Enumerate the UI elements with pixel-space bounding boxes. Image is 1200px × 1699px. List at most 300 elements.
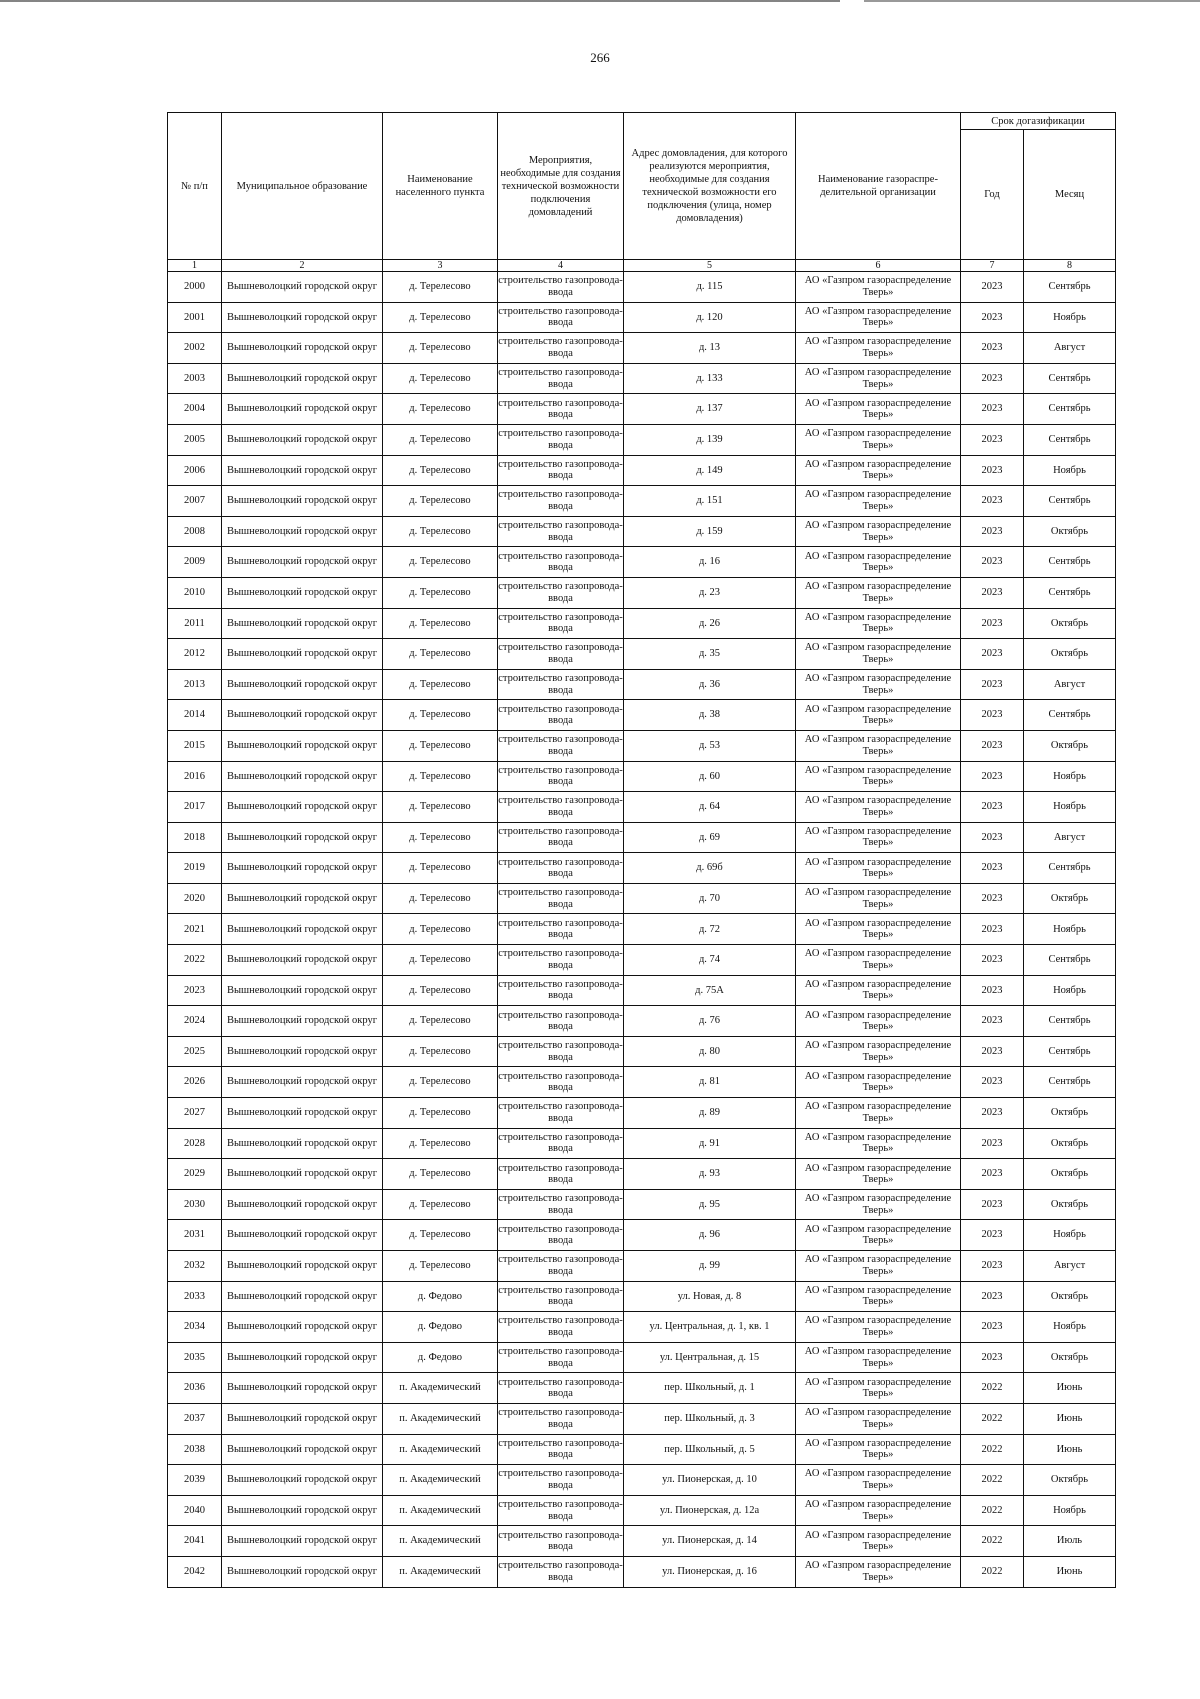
row-number: 2011 (168, 608, 222, 639)
municipality-cell: Вышневолоцкий городской округ (222, 1098, 383, 1129)
row-number: 2021 (168, 914, 222, 945)
gas-org-cell: АО «Газпром газораспределение Тверь» (796, 1495, 961, 1526)
address-cell: ул. Центральная, д. 1, кв. 1 (624, 1312, 796, 1343)
table-row (168, 486, 1116, 517)
year-cell: 2023 (961, 914, 1024, 945)
municipality-cell: Вышневолоцкий городской округ (222, 761, 383, 792)
year-cell: 2023 (961, 761, 1024, 792)
row-number: 2004 (168, 394, 222, 425)
month-cell: Октябрь (1024, 1159, 1116, 1190)
row-number: 2009 (168, 547, 222, 578)
month-cell: Сентябрь (1024, 1036, 1116, 1067)
municipality-cell: Вышневолоцкий городской округ (222, 639, 383, 670)
table-row (168, 1098, 1116, 1129)
month-cell: Сентябрь (1024, 945, 1116, 976)
settlement-cell: д. Терелесово (383, 577, 498, 608)
month-cell: Ноябрь (1024, 302, 1116, 333)
header-col-7: Год (961, 130, 1024, 260)
year-cell: 2023 (961, 363, 1024, 394)
municipality-cell: Вышневолоцкий городской округ (222, 700, 383, 731)
year-cell: 2023 (961, 1006, 1024, 1037)
municipality-cell: Вышневолоцкий городской округ (222, 608, 383, 639)
address-cell: д. 115 (624, 272, 796, 303)
settlement-cell: д. Терелесово (383, 822, 498, 853)
header-colnum-4: 4 (498, 260, 624, 272)
gas-org-cell: АО «Газпром газораспределение Тверь» (796, 883, 961, 914)
row-number: 2042 (168, 1556, 222, 1587)
municipality-cell: Вышневолоцкий городской округ (222, 1220, 383, 1251)
gas-org-cell: АО «Газпром газораспределение Тверь» (796, 792, 961, 823)
address-cell: д. 69 (624, 822, 796, 853)
address-cell: д. 80 (624, 1036, 796, 1067)
row-number: 2030 (168, 1189, 222, 1220)
gas-org-cell: АО «Газпром газораспределение Тверь» (796, 1526, 961, 1557)
year-cell: 2022 (961, 1556, 1024, 1587)
address-cell: д. 23 (624, 577, 796, 608)
municipality-cell: Вышневолоцкий городской округ (222, 1403, 383, 1434)
municipality-cell: Вышневолоцкий городской округ (222, 1006, 383, 1037)
address-cell: д. 76 (624, 1006, 796, 1037)
table-row (168, 1495, 1116, 1526)
measure-cell: строительство газопровода-ввода (498, 669, 624, 700)
address-cell: д. 120 (624, 302, 796, 333)
year-cell: 2023 (961, 1342, 1024, 1373)
row-number: 2023 (168, 975, 222, 1006)
table-row (168, 669, 1116, 700)
municipality-cell: Вышневолоцкий городской округ (222, 516, 383, 547)
year-cell: 2023 (961, 1159, 1024, 1190)
row-number: 2014 (168, 700, 222, 731)
month-cell: Ноябрь (1024, 1312, 1116, 1343)
measure-cell: строительство газопровода-ввода (498, 761, 624, 792)
year-cell: 2022 (961, 1526, 1024, 1557)
table-row (168, 272, 1116, 303)
gas-org-cell: АО «Газпром газораспределение Тверь» (796, 914, 961, 945)
measure-cell: строительство газопровода-ввода (498, 975, 624, 1006)
measure-cell: строительство газопровода-ввода (498, 1098, 624, 1129)
settlement-cell: д. Федово (383, 1312, 498, 1343)
gas-org-cell: АО «Газпром газораспределение Тверь» (796, 1036, 961, 1067)
table-row (168, 975, 1116, 1006)
settlement-cell: д. Терелесово (383, 394, 498, 425)
row-number: 2019 (168, 853, 222, 884)
month-cell: Август (1024, 1251, 1116, 1282)
gas-org-cell: АО «Газпром газораспределение Тверь» (796, 1312, 961, 1343)
municipality-cell: Вышневолоцкий городской округ (222, 669, 383, 700)
gas-org-cell: АО «Газпром газораспределение Тверь» (796, 424, 961, 455)
measure-cell: строительство газопровода-ввода (498, 577, 624, 608)
year-cell: 2023 (961, 945, 1024, 976)
gas-org-cell: АО «Газпром газораспределение Тверь» (796, 1556, 961, 1587)
table-row (168, 547, 1116, 578)
year-cell: 2023 (961, 333, 1024, 364)
month-cell: Октябрь (1024, 1281, 1116, 1312)
year-cell: 2023 (961, 455, 1024, 486)
row-number: 2007 (168, 486, 222, 517)
year-cell: 2023 (961, 1128, 1024, 1159)
settlement-cell: д. Терелесово (383, 975, 498, 1006)
measure-cell: строительство газопровода-ввода (498, 302, 624, 333)
address-cell: д. 95 (624, 1189, 796, 1220)
address-cell: д. 96 (624, 1220, 796, 1251)
municipality-cell: Вышневолоцкий городской округ (222, 1159, 383, 1190)
row-number: 2022 (168, 945, 222, 976)
gas-org-cell: АО «Газпром газораспределение Тверь» (796, 700, 961, 731)
row-number: 2002 (168, 333, 222, 364)
row-number: 2024 (168, 1006, 222, 1037)
gas-org-cell: АО «Газпром газораспределение Тверь» (796, 394, 961, 425)
measure-cell: строительство газопровода-ввода (498, 1251, 624, 1282)
settlement-cell: д. Терелесово (383, 1006, 498, 1037)
address-cell: д. 159 (624, 516, 796, 547)
row-number: 2020 (168, 883, 222, 914)
month-cell: Октябрь (1024, 730, 1116, 761)
measure-cell: строительство газопровода-ввода (498, 730, 624, 761)
table-row (168, 792, 1116, 823)
settlement-cell: д. Терелесово (383, 1251, 498, 1282)
measure-cell: строительство газопровода-ввода (498, 1465, 624, 1496)
scan-edge-line (0, 0, 1200, 2)
row-number: 2000 (168, 272, 222, 303)
municipality-cell: Вышневолоцкий городской округ (222, 394, 383, 425)
header-col-3: Наименование населенного пункта (383, 113, 498, 260)
row-number: 2026 (168, 1067, 222, 1098)
month-cell: Август (1024, 669, 1116, 700)
gas-org-cell: АО «Газпром газораспределение Тверь» (796, 577, 961, 608)
measure-cell: строительство газопровода-ввода (498, 1312, 624, 1343)
gas-org-cell: АО «Газпром газораспределение Тверь» (796, 730, 961, 761)
table-body (168, 272, 1116, 1588)
municipality-cell: Вышневолоцкий городской округ (222, 363, 383, 394)
row-number: 2033 (168, 1281, 222, 1312)
row-number: 2036 (168, 1373, 222, 1404)
row-number: 2025 (168, 1036, 222, 1067)
municipality-cell: Вышневолоцкий городской округ (222, 792, 383, 823)
table-row (168, 853, 1116, 884)
header-colnum-5: 5 (624, 260, 796, 272)
address-cell: ул. Новая, д. 8 (624, 1281, 796, 1312)
table-row (168, 883, 1116, 914)
settlement-cell: д. Терелесово (383, 945, 498, 976)
table-row (168, 761, 1116, 792)
address-cell: д. 81 (624, 1067, 796, 1098)
address-cell: д. 74 (624, 945, 796, 976)
settlement-cell: д. Терелесово (383, 333, 498, 364)
measure-cell: строительство газопровода-ввода (498, 1373, 624, 1404)
header-col-6: Наименование газораспре-делительной организации (796, 113, 961, 260)
settlement-cell: д. Терелесово (383, 1189, 498, 1220)
header-term-group: Срок догазификации (961, 113, 1116, 130)
table-row (168, 1220, 1116, 1251)
measure-cell: строительство газопровода-ввода (498, 608, 624, 639)
year-cell: 2023 (961, 394, 1024, 425)
table-row (168, 302, 1116, 333)
table-row (168, 1526, 1116, 1557)
measure-cell: строительство газопровода-ввода (498, 1067, 624, 1098)
row-number: 2010 (168, 577, 222, 608)
measure-cell: строительство газопровода-ввода (498, 914, 624, 945)
header-colnum-1: 1 (168, 260, 222, 272)
municipality-cell: Вышневолоцкий городской округ (222, 1067, 383, 1098)
year-cell: 2023 (961, 639, 1024, 670)
year-cell: 2023 (961, 1281, 1024, 1312)
month-cell: Июнь (1024, 1434, 1116, 1465)
municipality-cell: Вышневолоцкий городской округ (222, 1373, 383, 1404)
municipality-cell: Вышневолоцкий городской округ (222, 883, 383, 914)
table-row (168, 1251, 1116, 1282)
table-row (168, 333, 1116, 364)
municipality-cell: Вышневолоцкий городской округ (222, 1036, 383, 1067)
address-cell: пер. Школьный, д. 3 (624, 1403, 796, 1434)
settlement-cell: д. Терелесово (383, 272, 498, 303)
settlement-cell: д. Терелесово (383, 486, 498, 517)
table-row (168, 639, 1116, 670)
header-col-5: Адрес домовладения, для которого реализуются мероприятия, необходимые для создания технической возможности его подключения (улица, номер домовладения) (624, 113, 796, 260)
settlement-cell: д. Терелесово (383, 1220, 498, 1251)
gas-org-cell: АО «Газпром газораспределение Тверь» (796, 945, 961, 976)
address-cell: пер. Школьный, д. 5 (624, 1434, 796, 1465)
measure-cell: строительство газопровода-ввода (498, 1403, 624, 1434)
year-cell: 2023 (961, 486, 1024, 517)
table-row (168, 1373, 1116, 1404)
gas-org-cell: АО «Газпром газораспределение Тверь» (796, 1342, 961, 1373)
year-cell: 2023 (961, 272, 1024, 303)
municipality-cell: Вышневолоцкий городской округ (222, 1465, 383, 1496)
address-cell: д. 91 (624, 1128, 796, 1159)
year-cell: 2022 (961, 1495, 1024, 1526)
gas-org-cell: АО «Газпром газораспределение Тверь» (796, 1159, 961, 1190)
year-cell: 2023 (961, 822, 1024, 853)
address-cell: д. 60 (624, 761, 796, 792)
year-cell: 2023 (961, 1251, 1024, 1282)
table-row (168, 1067, 1116, 1098)
measure-cell: строительство газопровода-ввода (498, 455, 624, 486)
month-cell: Июнь (1024, 1403, 1116, 1434)
row-number: 2027 (168, 1098, 222, 1129)
month-cell: Сентябрь (1024, 577, 1116, 608)
month-cell: Сентябрь (1024, 1067, 1116, 1098)
month-cell: Ноябрь (1024, 914, 1116, 945)
month-cell: Сентябрь (1024, 853, 1116, 884)
month-cell: Сентябрь (1024, 486, 1116, 517)
settlement-cell: д. Терелесово (383, 730, 498, 761)
table-row (168, 1434, 1116, 1465)
row-number: 2041 (168, 1526, 222, 1557)
row-number: 2008 (168, 516, 222, 547)
measure-cell: строительство газопровода-ввода (498, 1526, 624, 1557)
year-cell: 2023 (961, 669, 1024, 700)
row-number: 2018 (168, 822, 222, 853)
month-cell: Сентябрь (1024, 1006, 1116, 1037)
gas-org-cell: АО «Газпром газораспределение Тверь» (796, 761, 961, 792)
measure-cell: строительство газопровода-ввода (498, 516, 624, 547)
year-cell: 2023 (961, 1098, 1024, 1129)
settlement-cell: п. Академический (383, 1556, 498, 1587)
row-number: 2016 (168, 761, 222, 792)
settlement-cell: д. Терелесово (383, 363, 498, 394)
year-cell: 2023 (961, 1067, 1024, 1098)
table-row (168, 1036, 1116, 1067)
table-row (168, 1342, 1116, 1373)
municipality-cell: Вышневолоцкий городской округ (222, 1251, 383, 1282)
row-number: 2006 (168, 455, 222, 486)
gas-org-cell: АО «Газпром газораспределение Тверь» (796, 1403, 961, 1434)
gasification-table-wrapper (167, 112, 1115, 1588)
measure-cell: строительство газопровода-ввода (498, 486, 624, 517)
measure-cell: строительство газопровода-ввода (498, 1128, 624, 1159)
settlement-cell: д. Терелесово (383, 547, 498, 578)
gas-org-cell: АО «Газпром газораспределение Тверь» (796, 1434, 961, 1465)
measure-cell: строительство газопровода-ввода (498, 700, 624, 731)
measure-cell: строительство газопровода-ввода (498, 1342, 624, 1373)
row-number: 2037 (168, 1403, 222, 1434)
measure-cell: строительство газопровода-ввода (498, 1281, 624, 1312)
measure-cell: строительство газопровода-ввода (498, 363, 624, 394)
gas-org-cell: АО «Газпром газораспределение Тверь» (796, 1220, 961, 1251)
address-cell: д. 137 (624, 394, 796, 425)
measure-cell: строительство газопровода-ввода (498, 547, 624, 578)
measure-cell: строительство газопровода-ввода (498, 1159, 624, 1190)
municipality-cell: Вышневолоцкий городской округ (222, 1128, 383, 1159)
row-number: 2034 (168, 1312, 222, 1343)
year-cell: 2022 (961, 1373, 1024, 1404)
settlement-cell: д. Терелесово (383, 669, 498, 700)
month-cell: Октябрь (1024, 639, 1116, 670)
gas-org-cell: АО «Газпром газораспределение Тверь» (796, 455, 961, 486)
month-cell: Июнь (1024, 1556, 1116, 1587)
measure-cell: строительство газопровода-ввода (498, 1556, 624, 1587)
month-cell: Сентябрь (1024, 424, 1116, 455)
gas-org-cell: АО «Газпром газораспределение Тверь» (796, 302, 961, 333)
month-cell: Октябрь (1024, 1189, 1116, 1220)
gasification-table (167, 112, 1116, 1588)
year-cell: 2023 (961, 302, 1024, 333)
address-cell: ул. Пионерская, д. 10 (624, 1465, 796, 1496)
municipality-cell: Вышневолоцкий городской округ (222, 272, 383, 303)
month-cell: Ноябрь (1024, 1495, 1116, 1526)
measure-cell: строительство газопровода-ввода (498, 792, 624, 823)
row-number: 2013 (168, 669, 222, 700)
gas-org-cell: АО «Газпром газораспределение Тверь» (796, 516, 961, 547)
municipality-cell: Вышневолоцкий городской округ (222, 1189, 383, 1220)
gas-org-cell: АО «Газпром газораспределение Тверь» (796, 822, 961, 853)
row-number: 2028 (168, 1128, 222, 1159)
row-number: 2012 (168, 639, 222, 670)
measure-cell: строительство газопровода-ввода (498, 424, 624, 455)
gas-org-cell: АО «Газпром газораспределение Тверь» (796, 1128, 961, 1159)
municipality-cell: Вышневолоцкий городской округ (222, 914, 383, 945)
month-cell: Сентябрь (1024, 363, 1116, 394)
month-cell: Июль (1024, 1526, 1116, 1557)
municipality-cell: Вышневолоцкий городской округ (222, 1281, 383, 1312)
table-row (168, 516, 1116, 547)
gas-org-cell: АО «Газпром газораспределение Тверь» (796, 853, 961, 884)
settlement-cell: д. Терелесово (383, 1036, 498, 1067)
municipality-cell: Вышневолоцкий городской округ (222, 1434, 383, 1465)
address-cell: д. 38 (624, 700, 796, 731)
header-col-4: Мероприятия, необходимые для создания технической возможности подключения домовладений (498, 113, 624, 260)
year-cell: 2023 (961, 853, 1024, 884)
settlement-cell: д. Терелесово (383, 700, 498, 731)
address-cell: ул. Центральная, д. 15 (624, 1342, 796, 1373)
settlement-cell: д. Терелесово (383, 1067, 498, 1098)
municipality-cell: Вышневолоцкий городской округ (222, 730, 383, 761)
header-col-1: № п/п (168, 113, 222, 260)
settlement-cell: д. Терелесово (383, 1098, 498, 1129)
month-cell: Октябрь (1024, 1098, 1116, 1129)
gas-org-cell: АО «Газпром газораспределение Тверь» (796, 669, 961, 700)
settlement-cell: п. Академический (383, 1434, 498, 1465)
gas-org-cell: АО «Газпром газораспределение Тверь» (796, 333, 961, 364)
address-cell: д. 13 (624, 333, 796, 364)
row-number: 2029 (168, 1159, 222, 1190)
table-row (168, 914, 1116, 945)
year-cell: 2023 (961, 730, 1024, 761)
measure-cell: строительство газопровода-ввода (498, 394, 624, 425)
year-cell: 2023 (961, 792, 1024, 823)
municipality-cell: Вышневолоцкий городской округ (222, 1342, 383, 1373)
month-cell: Сентябрь (1024, 394, 1116, 425)
row-number: 2001 (168, 302, 222, 333)
year-cell: 2023 (961, 1036, 1024, 1067)
gas-org-cell: АО «Газпром газораспределение Тверь» (796, 363, 961, 394)
header-col-2: Муниципальное образование (222, 113, 383, 260)
year-cell: 2023 (961, 1189, 1024, 1220)
table-row (168, 1465, 1116, 1496)
month-cell: Октябрь (1024, 516, 1116, 547)
month-cell: Октябрь (1024, 1465, 1116, 1496)
row-number: 2035 (168, 1342, 222, 1373)
address-cell: д. 69б (624, 853, 796, 884)
year-cell: 2023 (961, 547, 1024, 578)
gas-org-cell: АО «Газпром газораспределение Тверь» (796, 975, 961, 1006)
table-row (168, 363, 1116, 394)
municipality-cell: Вышневолоцкий городской округ (222, 945, 383, 976)
measure-cell: строительство газопровода-ввода (498, 1189, 624, 1220)
month-cell: Ноябрь (1024, 1220, 1116, 1251)
municipality-cell: Вышневолоцкий городской округ (222, 455, 383, 486)
address-cell: д. 64 (624, 792, 796, 823)
month-cell: Сентябрь (1024, 700, 1116, 731)
table-row (168, 1281, 1116, 1312)
row-number: 2005 (168, 424, 222, 455)
address-cell: д. 72 (624, 914, 796, 945)
month-cell: Ноябрь (1024, 975, 1116, 1006)
address-cell: ул. Пионерская, д. 14 (624, 1526, 796, 1557)
municipality-cell: Вышневолоцкий городской округ (222, 333, 383, 364)
table-row (168, 700, 1116, 731)
year-cell: 2023 (961, 700, 1024, 731)
gas-org-cell: АО «Газпром газораспределение Тверь» (796, 1006, 961, 1037)
address-cell: ул. Пионерская, д. 16 (624, 1556, 796, 1587)
header-colnum-2: 2 (222, 260, 383, 272)
settlement-cell: д. Терелесово (383, 761, 498, 792)
municipality-cell: Вышневолоцкий городской округ (222, 822, 383, 853)
settlement-cell: д. Терелесово (383, 608, 498, 639)
table-row (168, 1128, 1116, 1159)
measure-cell: строительство газопровода-ввода (498, 1220, 624, 1251)
year-cell: 2023 (961, 424, 1024, 455)
year-cell: 2023 (961, 516, 1024, 547)
gas-org-cell: АО «Газпром газораспределение Тверь» (796, 639, 961, 670)
row-number: 2038 (168, 1434, 222, 1465)
table-row (168, 1159, 1116, 1190)
month-cell: Ноябрь (1024, 455, 1116, 486)
table-row (168, 945, 1116, 976)
table-row (168, 1312, 1116, 1343)
table-row (168, 424, 1116, 455)
measure-cell: строительство газопровода-ввода (498, 945, 624, 976)
